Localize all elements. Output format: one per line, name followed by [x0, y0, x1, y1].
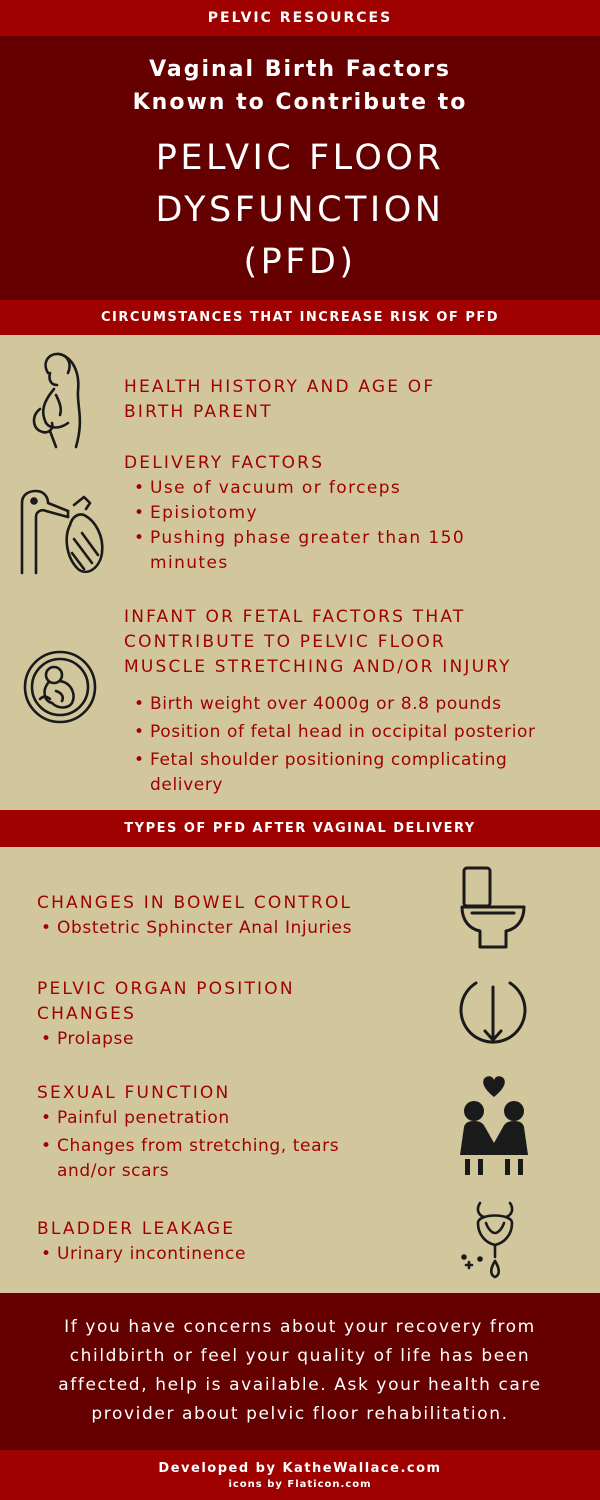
footer-line-2: childbirth or feel your quality of life has been: [69, 1346, 531, 1366]
title-line-1: Vaginal Birth Factors: [149, 57, 451, 82]
organ-heading-line-2: CHANGES: [37, 1004, 137, 1024]
infant-item: • Fetal shoulder positioning complicating delivery: [130, 748, 550, 798]
main-title-line-3: (PFD): [243, 242, 357, 282]
resources-bar: [0, 0, 600, 36]
bowel-item: • Obstetric Sphincter Anal Injuries: [37, 916, 437, 941]
organ-heading-line-1: PELVIC ORGAN POSITION: [37, 979, 295, 999]
icons-credit: icons by Flaticon.com: [228, 1479, 372, 1490]
title-line-2: Known to Contribute to: [132, 90, 468, 115]
bladder-item: • Urinary incontinence: [37, 1242, 437, 1267]
delivery-heading: DELIVERY FACTORS: [124, 453, 325, 473]
delivery-item: • Pushing phase greater than 150 minutes: [130, 526, 470, 576]
infant-item: • Position of fetal head in occipital posterior: [130, 720, 580, 745]
sexual-item: • Changes from stretching, tears and/or scars: [37, 1134, 377, 1184]
circumstances-section: [0, 335, 600, 810]
main-title-line-1: PELVIC FLOOR: [155, 138, 445, 178]
couple-heart-icon: [454, 1075, 534, 1175]
delivery-item: • Episiotomy: [130, 501, 504, 526]
types-banner-text: TYPES OF PFD AFTER VAGINAL DELIVERY: [124, 821, 476, 836]
fetus-womb-icon: [22, 649, 98, 725]
stork-baby-icon: [16, 487, 106, 577]
title-block: [0, 36, 600, 300]
footer-line-3: affected, help is available. Ask your health care: [58, 1375, 542, 1395]
types-section: [0, 847, 600, 1293]
pregnant-woman-icon: [26, 349, 86, 449]
delivery-item: • Use of vacuum or forceps: [130, 476, 504, 501]
infant-heading-line-3: MUSCLE STRETCHING AND/OR INJURY: [124, 657, 512, 677]
bladder-drop-icon: [460, 1199, 530, 1283]
infant-heading-line-2: CONTRIBUTE TO PELVIC FLOOR: [124, 632, 446, 652]
resources-label: PELVIC RESOURCES: [207, 10, 393, 26]
infant-heading-line-1: INFANT OR FETAL FACTORS THAT: [124, 607, 466, 627]
bowel-heading: CHANGES IN BOWEL CONTROL: [37, 893, 353, 913]
developed-by: Developed by KatheWallace.com: [158, 1461, 442, 1476]
bladder-heading: BLADDER LEAKAGE: [37, 1219, 236, 1239]
main-title-line-2: DYSFUNCTION: [155, 190, 445, 230]
circumstances-banner: [0, 300, 600, 335]
organ-item: • Prolapse: [37, 1027, 437, 1052]
toilet-icon: [458, 865, 528, 951]
sexual-heading: SEXUAL FUNCTION: [37, 1083, 231, 1103]
credit-bar: [0, 1450, 600, 1500]
circumstances-banner-text: CIRCUMSTANCES THAT INCREASE RISK OF PFD: [100, 310, 500, 325]
footer-line-4: provider about pelvic floor rehabilitation.: [91, 1404, 509, 1424]
footer-line-1: If you have concerns about your recovery from: [64, 1317, 536, 1337]
types-banner: [0, 810, 600, 847]
health-heading-line-1: HEALTH HISTORY AND AGE OF: [124, 377, 436, 397]
footer-message-block: [0, 1293, 600, 1450]
health-heading-line-2: BIRTH PARENT: [124, 402, 273, 422]
sexual-item: • Painful penetration: [37, 1106, 437, 1131]
infant-item: • Birth weight over 4000g or 8.8 pounds: [130, 692, 580, 717]
down-arrow-circle-icon: [458, 975, 528, 1045]
